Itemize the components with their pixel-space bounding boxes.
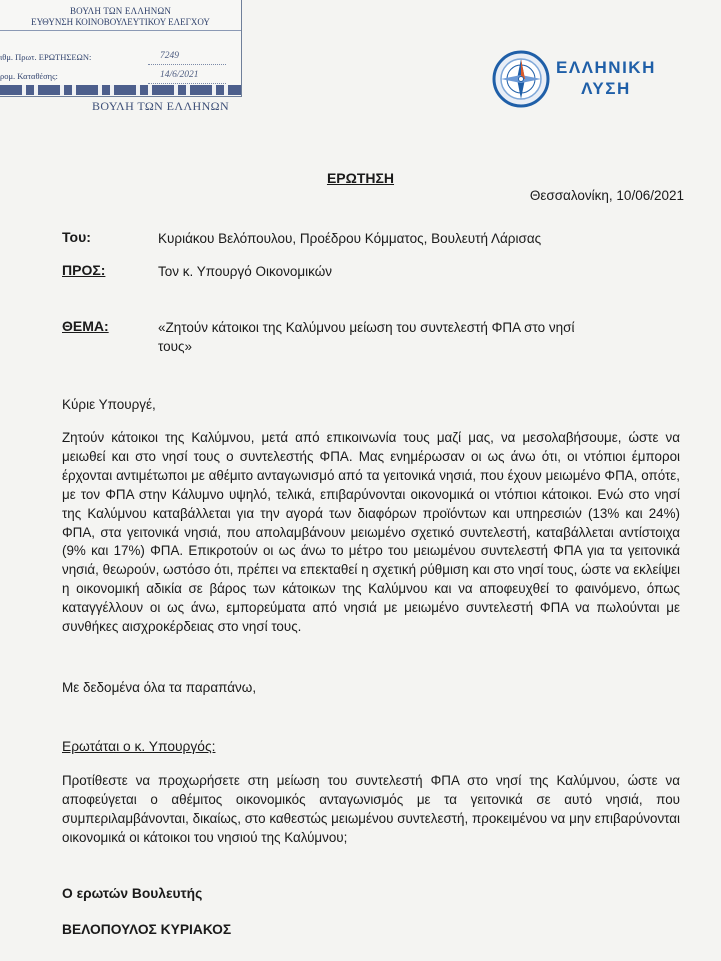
subject-line-1: «Ζητούν κάτοικοι της Καλύμνου μείωση του συντελεστή ΦΠΑ στο νησί [158,320,575,335]
body-text: Ζητούν κάτοικοι της Καλύμνου, μετά από επικοινωνία τους μαζί μας, να μεσολαβήσουμε, ώστε να μειωθεί και στο νησί τους ο συντελεστής ΦΠΑ. Μας ενημέρωσαν οι ως άνω ότι, οι ντόπιοι έμποροι έρχονται αντιμέτωποι με αθέμιτο ανταγωνισμό από τα γειτονικά νησιά, που έχουν μειωμένο ΦΠΑ, οπότε, με τον ΦΠΑ στην Κάλυμνο υψηλό, τελικά, επιβαρύνονται οικονομικά οι ντόπιοι κάτοικοι. Ενώ στο νησί της Καλύμνου καταβάλλεται για την αγορά των διαφόρων προϊόντων και υπηρεσιών (13% και 24%) ΦΠΑ, στα γειτονικά νησιά, που απολαμβάνουν μειωμένο σχετικό συντελεστή, καταβάλλεται αντίστοιχα (9% και 17%) ΦΠΑ. Επικροτούν οι ως άνω το μέτρο του μειωμένου συντελεστή ΦΠΑ για τα γειτονικά νησιά, θεωρούν, ωστόσο ότι, πρέπει να επεκταθεί η σχετική ρύθμιση και στο νησί τους, ώστε να εκλείψει η οικονομική αδικία σε βάρος των κάτοικων της Καλύμνου και να αποφευχθεί το φαινόμενο, όπως καταγγέλλουν οι ως άνω, εμπορεύματα από νησιά με μειωμένο συντελεστή ΦΠΑ να πωλούνται με συνθήκες αισχροκέρδειας στο νησί τους. [62,430,680,635]
stamp-date-line [148,83,226,84]
stamp-divider [0,30,241,31]
question-paragraph: Προτίθεστε να προχωρήσετε στη μείωση του συντελεστή ΦΠΑ στο νησί της Καλύμνου, ώστε να αποφεύγεται ο αθέμιτος οικονομικός ανταγωνισμός με τα γειτονικά σε αυτό νησιά, που συμπεριλαμβάνονται, δικαίως, στο καθεστώς μειωμένου συντελεστή, προκειμένου να μην επιβαρύνονται οικονομικά οι κάτοικοι του νησιού της Καλύμνου; [62,773,680,845]
stamp-protocol-label: ιθμ. Πρωτ. ΕΡΩΤΗΣΕΩΝ: [0,52,92,62]
subject-label: ΘΕΜΑ: [62,318,109,334]
party-name-line-2: ΛΥΣΗ [581,79,631,98]
stamp-line-2: ΕΥΘΥΝΣΗ ΚΟΙΝΟΒΟΥΛΕΥΤΙΚΟΥ ΕΛΕΓΧΟΥ [31,17,210,27]
stamp-date-value: 14/6/2021 [160,70,199,80]
question-heading: Ερωτάται ο κ. Υπουργός: [62,739,216,754]
stamp-date-label: ρομ. Καταθέσης: [0,71,58,81]
document-date: Θεσσαλονίκη, 10/06/2021 [529,188,684,203]
party-name-line-1: ΕΛΛΗΝΙΚΗ [556,58,656,77]
stamp-barcode-strip [0,85,241,95]
pros-value: Τον κ. Υπουργό Οικονομικών [158,264,332,279]
parliament-stamp [0,0,242,97]
stamp-line-1: ΒΟΥΛΗ ΤΩΝ ΕΛΛΗΝΩΝ [69,6,172,16]
document-title: ΕΡΩΤΗΣΗ [326,170,395,186]
compass-logo-icon [492,50,550,108]
subject-line-2: τους» [158,339,193,354]
stamp-protocol-value: 7249 [160,51,179,61]
signature-role: Ο ερωτών Βουλευτής [62,886,203,901]
salutation: Κύριε Υπουργέ, [62,397,156,412]
body-paragraph [62,429,680,637]
stamp-footer: ΒΟΥΛΗ ΤΩΝ ΕΛΛΗΝΩΝ [92,99,230,113]
stamp-protocol-line [148,64,226,65]
pros-label: ΠΡΟΣ: [62,262,106,278]
stamp-date-row [0,71,241,85]
to-value: Κυριάκου Βελόπουλου, Προέδρου Κόμματος, Βουλευτή Λάρισας [158,231,542,246]
given-line: Με δεδομένα όλα τα παραπάνω, [62,680,257,695]
stamp-protocol-row [0,52,241,66]
to-label: Του: [62,229,91,245]
party-logo-text [556,57,656,99]
subject-value [158,318,678,356]
signature-name: ΒΕΛΟΠΟΥΛΟΣ ΚΥΡΙΑΚΟΣ [62,922,232,937]
